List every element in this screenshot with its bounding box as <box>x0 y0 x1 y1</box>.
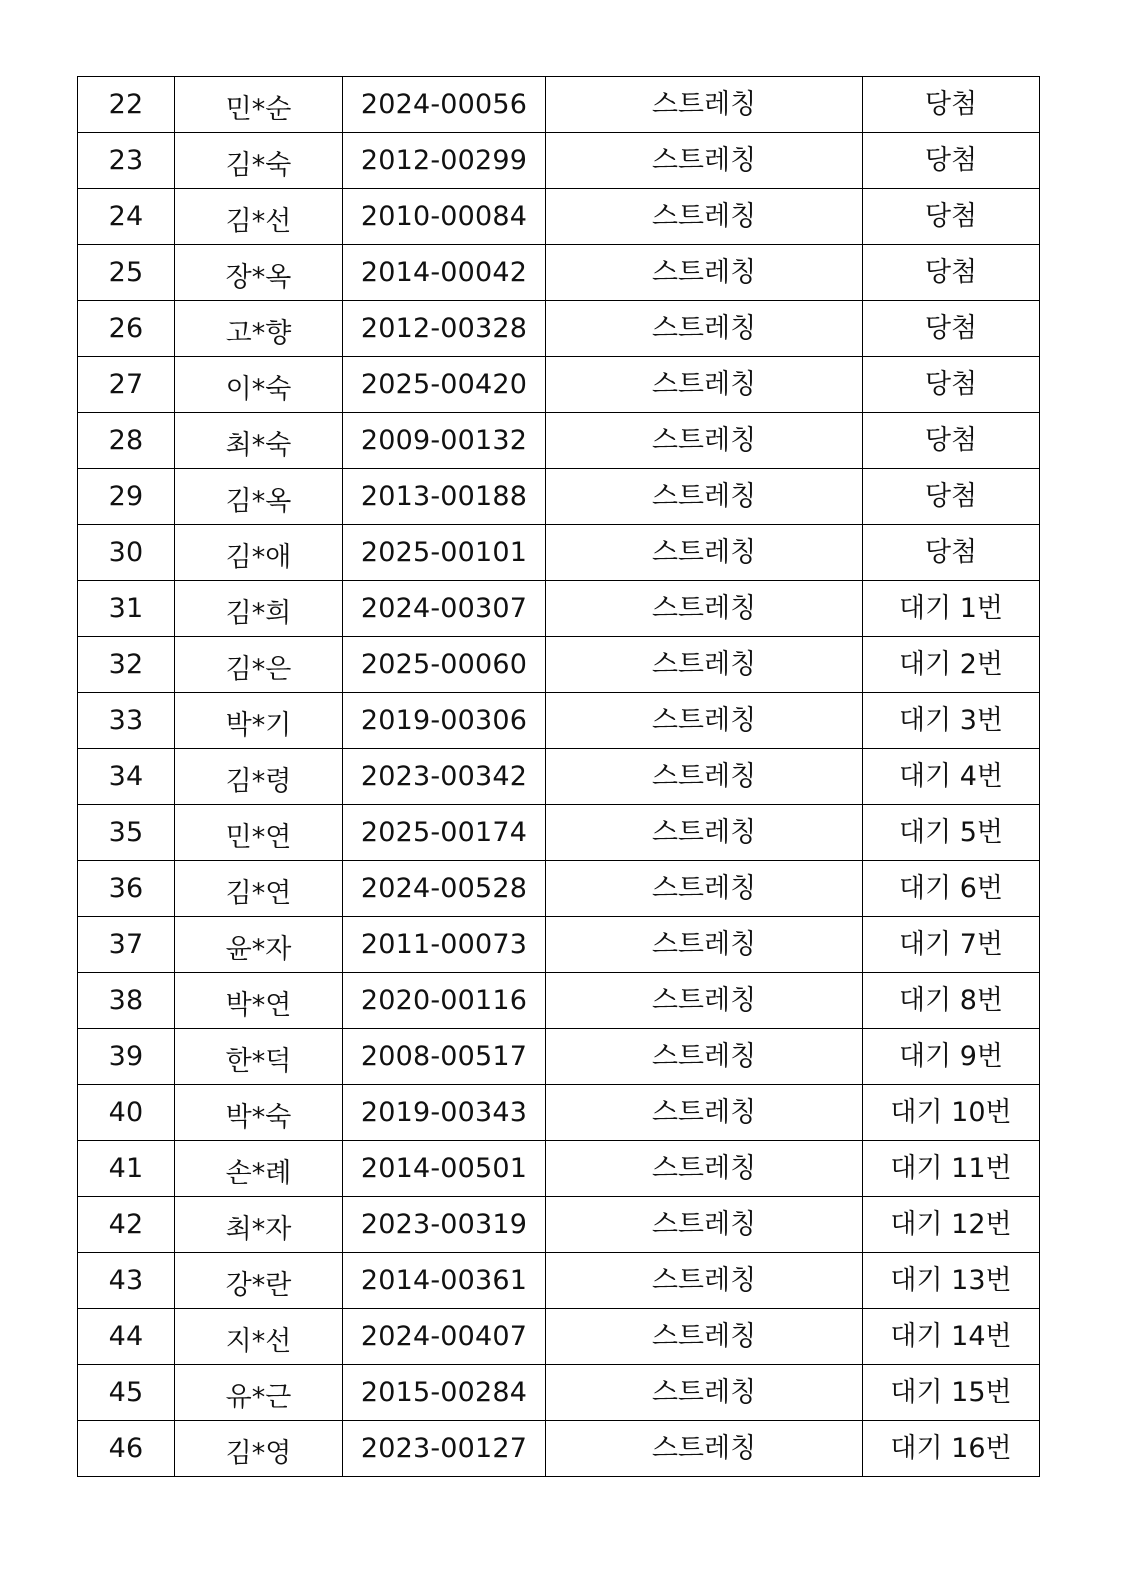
status-cell: 당첨 <box>863 245 1040 301</box>
program-cell: 스트레칭 <box>546 189 863 245</box>
member-id-cell: 2012-00299 <box>343 133 546 189</box>
member-name-cell <box>175 693 343 749</box>
status-cell: 대기 11번 <box>863 1141 1040 1197</box>
row-number-cell: 28 <box>78 413 175 469</box>
row-number-cell: 30 <box>78 525 175 581</box>
member-name: 김*애 <box>225 542 292 573</box>
member-name-cell <box>175 1029 343 1085</box>
status-cell: 당첨 <box>863 301 1040 357</box>
member-name-cell <box>175 301 343 357</box>
status-cell: 대기 4번 <box>863 749 1040 805</box>
member-name-cell <box>175 525 343 581</box>
table-row <box>78 77 1040 133</box>
member-name: 김*영 <box>225 1438 292 1469</box>
row-number-cell: 26 <box>78 301 175 357</box>
member-id-cell: 2012-00328 <box>343 301 546 357</box>
program-cell: 스트레칭 <box>546 749 863 805</box>
member-id-cell: 2023-00127 <box>343 1421 546 1477</box>
member-name-cell <box>175 1085 343 1141</box>
row-number-cell: 36 <box>78 861 175 917</box>
member-name: 김*희 <box>225 598 292 629</box>
member-id-cell: 2015-00284 <box>343 1365 546 1421</box>
lottery-result-table <box>77 76 1040 1477</box>
program-cell: 스트레칭 <box>546 917 863 973</box>
program-cell: 스트레칭 <box>546 637 863 693</box>
program-cell: 스트레칭 <box>546 1141 863 1197</box>
member-name: 최*숙 <box>225 430 292 461</box>
member-name-cell <box>175 1365 343 1421</box>
status-cell: 대기 6번 <box>863 861 1040 917</box>
program-cell: 스트레칭 <box>546 413 863 469</box>
row-number-cell: 33 <box>78 693 175 749</box>
member-name-cell <box>175 1309 343 1365</box>
status-cell: 당첨 <box>863 133 1040 189</box>
member-name-cell <box>175 861 343 917</box>
member-id-cell: 2023-00342 <box>343 749 546 805</box>
row-number-cell: 32 <box>78 637 175 693</box>
member-name-cell <box>175 749 343 805</box>
status-cell: 당첨 <box>863 525 1040 581</box>
member-name-cell <box>175 77 343 133</box>
status-cell: 대기 13번 <box>863 1253 1040 1309</box>
program-cell: 스트레칭 <box>546 133 863 189</box>
member-name: 김*은 <box>225 654 292 685</box>
row-number-cell: 25 <box>78 245 175 301</box>
row-number-cell: 42 <box>78 1197 175 1253</box>
status-cell: 대기 5번 <box>863 805 1040 861</box>
row-number-cell: 44 <box>78 1309 175 1365</box>
member-id-cell: 2025-00101 <box>343 525 546 581</box>
program-cell: 스트레칭 <box>546 245 863 301</box>
table-row <box>78 357 1040 413</box>
member-id-cell: 2025-00174 <box>343 805 546 861</box>
member-name-cell <box>175 1421 343 1477</box>
member-name: 박*기 <box>225 710 292 741</box>
member-name: 한*덕 <box>225 1046 292 1077</box>
member-name-cell <box>175 357 343 413</box>
status-cell: 대기 15번 <box>863 1365 1040 1421</box>
status-cell: 당첨 <box>863 469 1040 525</box>
member-name-cell <box>175 973 343 1029</box>
table-row <box>78 693 1040 749</box>
member-name-cell <box>175 245 343 301</box>
program-cell: 스트레칭 <box>546 1309 863 1365</box>
member-name-cell <box>175 1197 343 1253</box>
member-id-cell: 2020-00116 <box>343 973 546 1029</box>
member-name: 지*선 <box>225 1326 292 1357</box>
member-name: 김*령 <box>225 766 292 797</box>
program-cell: 스트레칭 <box>546 693 863 749</box>
member-name-cell <box>175 581 343 637</box>
row-number-cell: 41 <box>78 1141 175 1197</box>
status-cell: 당첨 <box>863 357 1040 413</box>
member-name: 손*례 <box>225 1158 292 1189</box>
status-cell: 대기 12번 <box>863 1197 1040 1253</box>
member-name: 민*순 <box>225 94 292 125</box>
row-number-cell: 34 <box>78 749 175 805</box>
row-number-cell: 40 <box>78 1085 175 1141</box>
program-cell: 스트레칭 <box>546 973 863 1029</box>
member-id-cell: 2008-00517 <box>343 1029 546 1085</box>
member-id-cell: 2014-00042 <box>343 245 546 301</box>
table-row <box>78 1029 1040 1085</box>
member-id-cell: 2025-00060 <box>343 637 546 693</box>
status-cell: 대기 8번 <box>863 973 1040 1029</box>
table-row <box>78 469 1040 525</box>
program-cell: 스트레칭 <box>546 1253 863 1309</box>
table-row <box>78 637 1040 693</box>
row-number-cell: 45 <box>78 1365 175 1421</box>
member-name-cell <box>175 413 343 469</box>
table-row <box>78 413 1040 469</box>
member-name: 고*향 <box>225 318 292 349</box>
row-number-cell: 24 <box>78 189 175 245</box>
member-id-cell: 2024-00056 <box>343 77 546 133</box>
member-name-cell <box>175 189 343 245</box>
member-name: 김*선 <box>225 206 292 237</box>
member-id-cell: 2024-00407 <box>343 1309 546 1365</box>
status-cell: 당첨 <box>863 413 1040 469</box>
member-name: 김*연 <box>225 878 292 909</box>
row-number-cell: 35 <box>78 805 175 861</box>
member-name: 박*숙 <box>225 1102 292 1133</box>
row-number-cell: 37 <box>78 917 175 973</box>
member-name: 김*숙 <box>225 150 292 181</box>
row-number-cell: 23 <box>78 133 175 189</box>
program-cell: 스트레칭 <box>546 357 863 413</box>
member-name: 이*숙 <box>225 374 292 405</box>
program-cell: 스트레칭 <box>546 1197 863 1253</box>
member-name-cell <box>175 133 343 189</box>
row-number-cell: 31 <box>78 581 175 637</box>
program-cell: 스트레칭 <box>546 581 863 637</box>
row-number-cell: 22 <box>78 77 175 133</box>
member-name: 윤*자 <box>225 934 292 965</box>
member-name-cell <box>175 1253 343 1309</box>
program-cell: 스트레칭 <box>546 861 863 917</box>
table-row <box>78 525 1040 581</box>
table-row <box>78 1309 1040 1365</box>
status-cell: 대기 3번 <box>863 693 1040 749</box>
member-name-cell <box>175 805 343 861</box>
member-name-cell <box>175 1141 343 1197</box>
member-name: 박*연 <box>225 990 292 1021</box>
program-cell: 스트레칭 <box>546 1365 863 1421</box>
program-cell: 스트레칭 <box>546 301 863 357</box>
member-id-cell: 2011-00073 <box>343 917 546 973</box>
member-id-cell: 2010-00084 <box>343 189 546 245</box>
program-cell: 스트레칭 <box>546 805 863 861</box>
table-row <box>78 133 1040 189</box>
program-cell: 스트레칭 <box>546 1421 863 1477</box>
document-page <box>77 76 1039 1477</box>
status-cell: 대기 1번 <box>863 581 1040 637</box>
table-row <box>78 1141 1040 1197</box>
member-name: 장*옥 <box>225 262 292 293</box>
member-id-cell: 2025-00420 <box>343 357 546 413</box>
program-cell: 스트레칭 <box>546 525 863 581</box>
row-number-cell: 39 <box>78 1029 175 1085</box>
status-cell: 당첨 <box>863 77 1040 133</box>
program-cell: 스트레칭 <box>546 469 863 525</box>
member-name: 민*연 <box>225 822 292 853</box>
row-number-cell: 46 <box>78 1421 175 1477</box>
member-id-cell: 2024-00528 <box>343 861 546 917</box>
row-number-cell: 29 <box>78 469 175 525</box>
table-row <box>78 1197 1040 1253</box>
row-number-cell: 38 <box>78 973 175 1029</box>
member-id-cell: 2019-00306 <box>343 693 546 749</box>
table-row <box>78 1365 1040 1421</box>
status-cell: 대기 7번 <box>863 917 1040 973</box>
table-row <box>78 301 1040 357</box>
table-body <box>78 77 1040 1477</box>
table-row <box>78 973 1040 1029</box>
member-name: 김*옥 <box>225 486 292 517</box>
program-cell: 스트레칭 <box>546 1029 863 1085</box>
status-cell: 대기 2번 <box>863 637 1040 693</box>
row-number-cell: 27 <box>78 357 175 413</box>
table-row <box>78 749 1040 805</box>
status-cell: 대기 16번 <box>863 1421 1040 1477</box>
table-row <box>78 861 1040 917</box>
member-name-cell <box>175 637 343 693</box>
status-cell: 당첨 <box>863 189 1040 245</box>
member-id-cell: 2023-00319 <box>343 1197 546 1253</box>
table-row <box>78 581 1040 637</box>
table-row <box>78 805 1040 861</box>
table-row <box>78 189 1040 245</box>
member-name-cell <box>175 469 343 525</box>
status-cell: 대기 10번 <box>863 1085 1040 1141</box>
member-name: 최*자 <box>225 1214 292 1245</box>
member-name: 강*란 <box>225 1270 292 1301</box>
member-id-cell: 2013-00188 <box>343 469 546 525</box>
member-id-cell: 2024-00307 <box>343 581 546 637</box>
table-row <box>78 1253 1040 1309</box>
program-cell: 스트레칭 <box>546 1085 863 1141</box>
member-id-cell: 2009-00132 <box>343 413 546 469</box>
table-row <box>78 1421 1040 1477</box>
member-name: 유*근 <box>225 1382 292 1413</box>
member-id-cell: 2014-00501 <box>343 1141 546 1197</box>
member-name-cell <box>175 917 343 973</box>
status-cell: 대기 14번 <box>863 1309 1040 1365</box>
table-row <box>78 1085 1040 1141</box>
program-cell: 스트레칭 <box>546 77 863 133</box>
status-cell: 대기 9번 <box>863 1029 1040 1085</box>
table-row <box>78 245 1040 301</box>
table-row <box>78 917 1040 973</box>
row-number-cell: 43 <box>78 1253 175 1309</box>
member-id-cell: 2014-00361 <box>343 1253 546 1309</box>
member-id-cell: 2019-00343 <box>343 1085 546 1141</box>
